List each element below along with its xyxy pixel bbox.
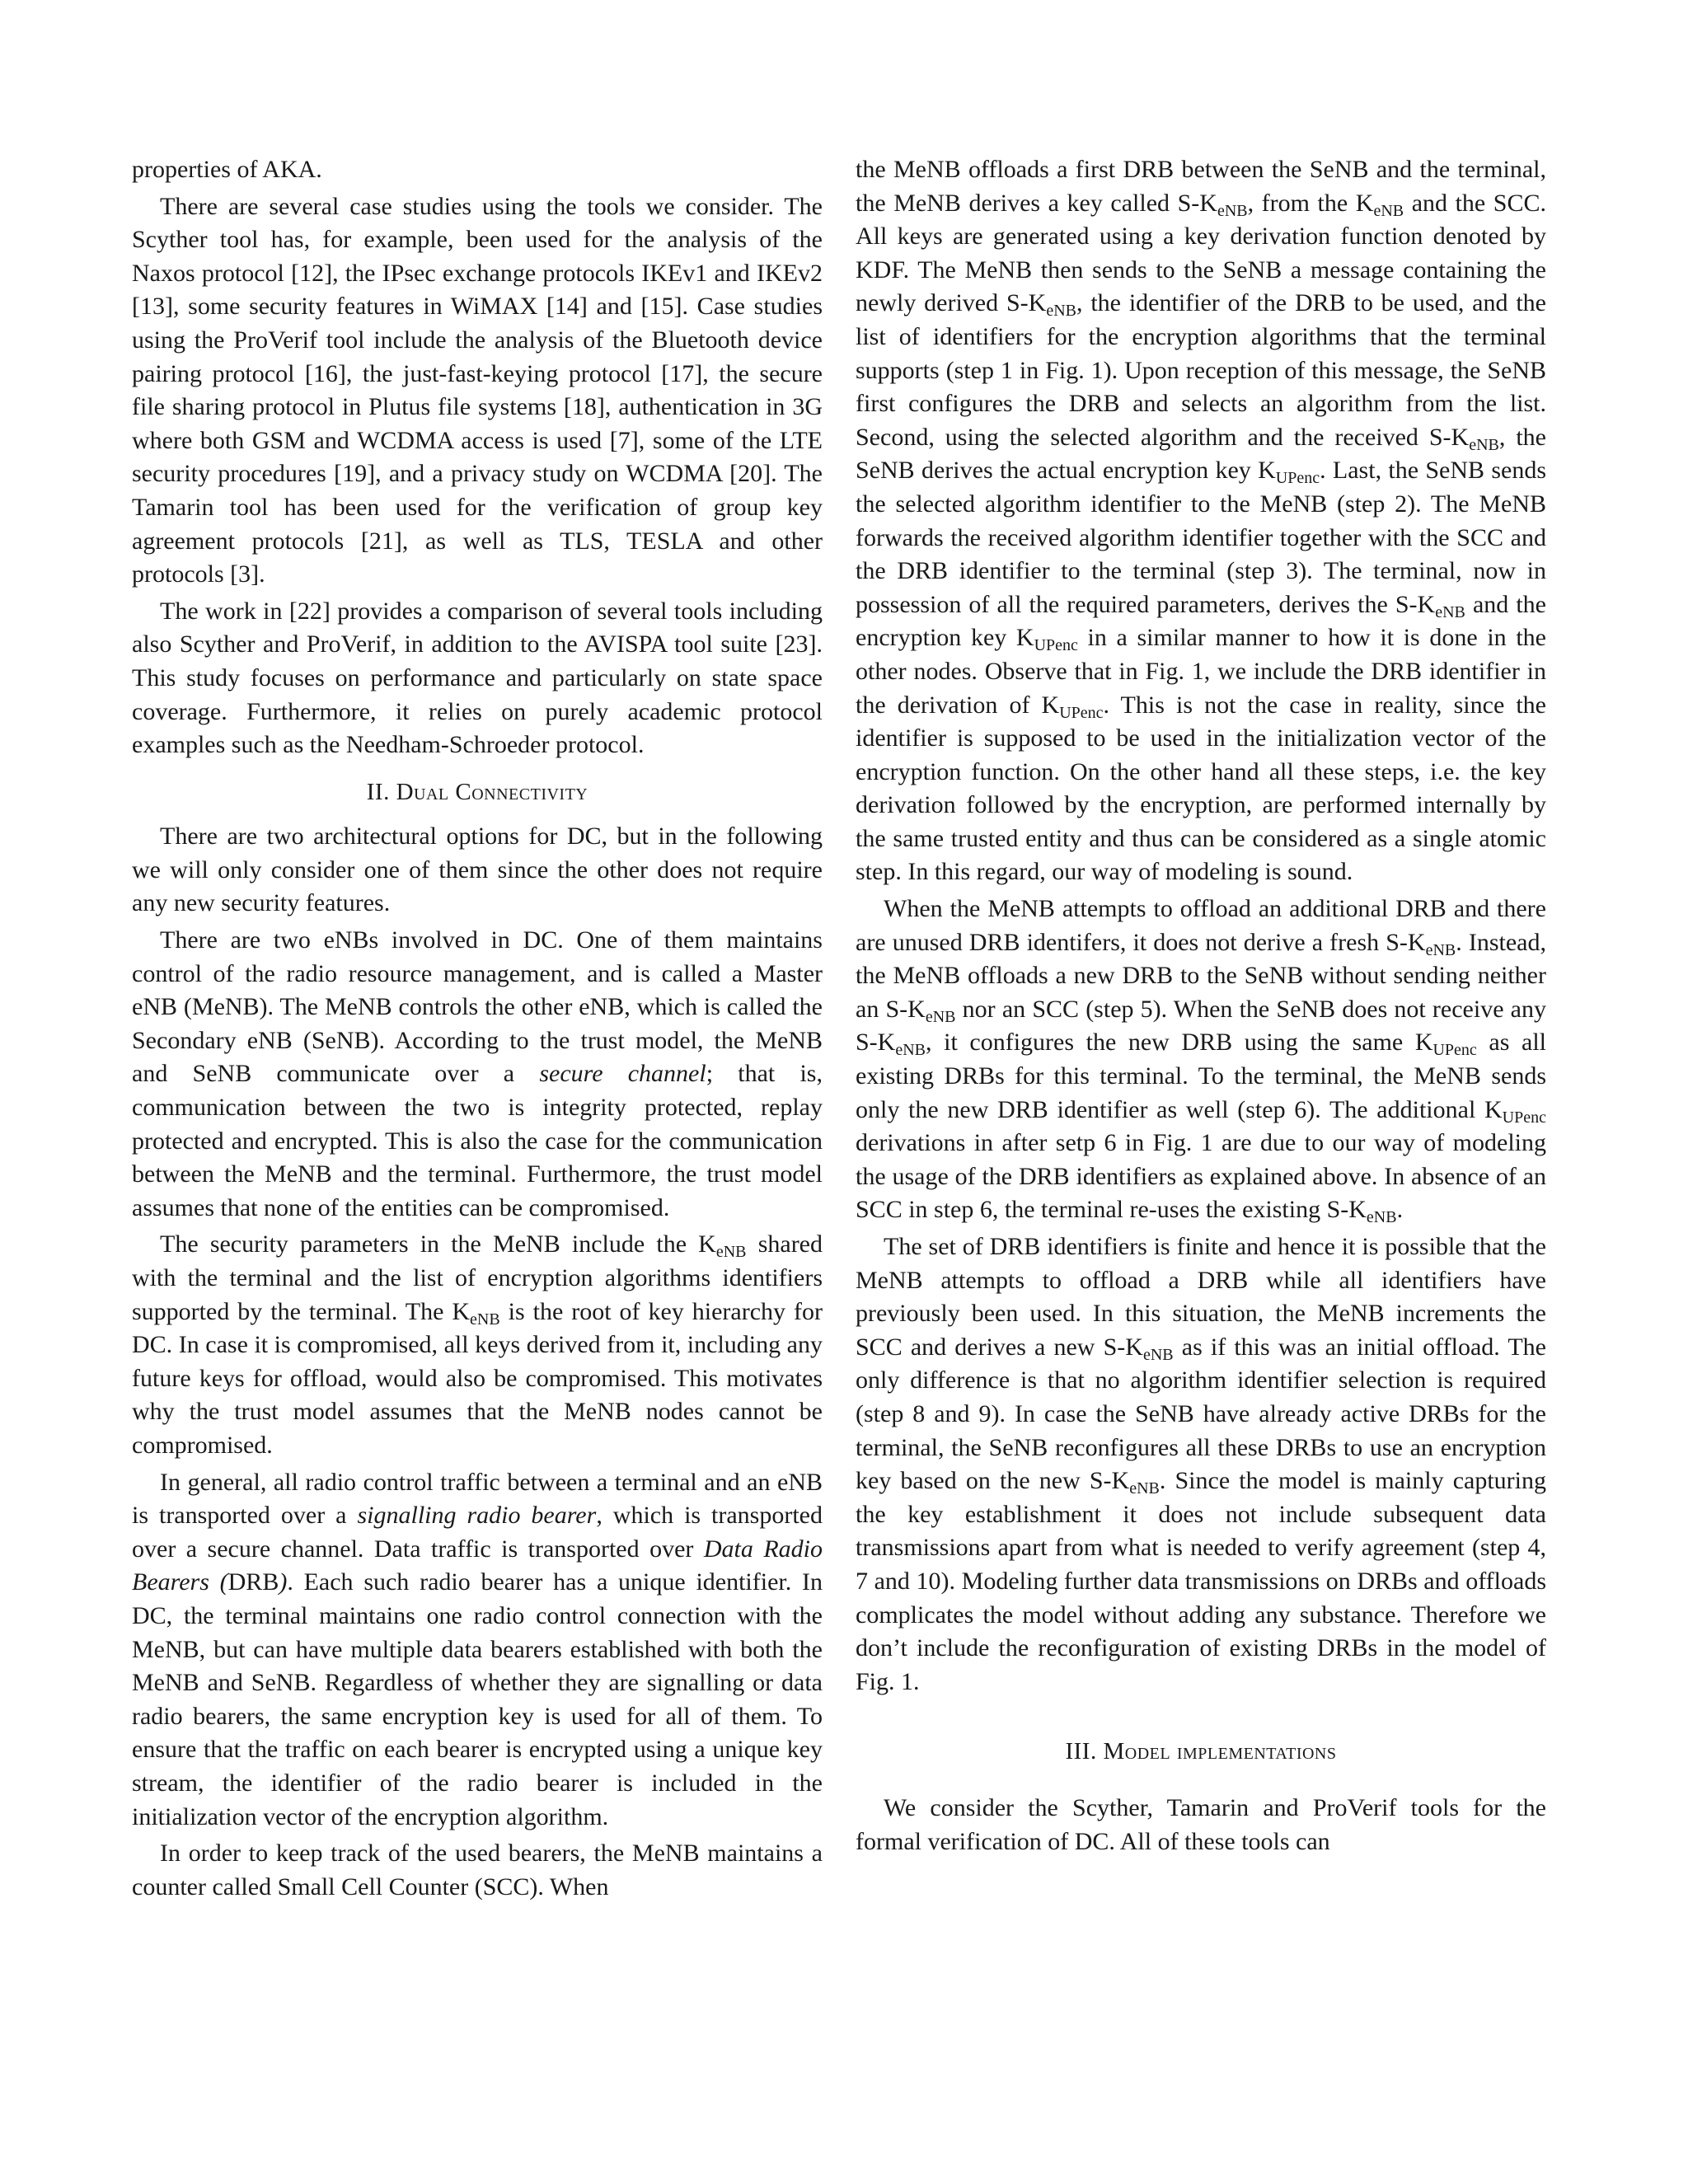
text-run: nor an SCC (step 5). When the SeNB does not receive any S-K	[856, 995, 1546, 1057]
paragraph	[856, 153, 1546, 889]
paragraph: There are several case studies using the tools we consider. The Scyther tool has, for example, been used for the analysis of the Naxos protocol [12], the IPsec exchange protocols IKEv1 and IKEv2 [13], some security features in WiMAX [14] and [15]. Case studies using the ProVerif tool include the analysis of the Bluetooth device pairing protocol [16], the just-fast-keying protocol [17], the secure file sharing protocol in Plutus file systems [18], authentication in 3G where both GSM and WCDMA access is used [7], some of the LTE security procedures [19], and a privacy study on WCDMA [20]. The Tamarin tool has been used for the verification of group key agreement protocols [21], as well as TLS, TESLA and other protocols [3].	[132, 192, 823, 588]
text-run: , the SeNB derives the actual encryption key K	[856, 423, 1546, 485]
text-run: DRB	[227, 1568, 279, 1596]
text-run: .	[1396, 1196, 1404, 1224]
text-run: . Since the model is mainly capturing the key establishment it does not include subsequent data transmissions apart from what is needed to verify agreement (step 4, 7 and 10). Modeling further data transmissions on DRBs and offloads complicates the model without adding any substance. Therefore we don’t include the reconfiguration of existing DRBs in the model of Fig. 1.	[856, 1467, 1546, 1695]
subscript: eNB	[925, 1007, 956, 1026]
section-title: Model implementations	[1103, 1738, 1337, 1765]
subscript: UPenc	[1432, 1041, 1477, 1060]
emphasis: Data Radio Bearers (	[132, 1535, 823, 1596]
paragraph	[132, 1228, 823, 1462]
subscript: eNB	[1373, 201, 1404, 220]
subscript: eNB	[1425, 940, 1456, 959]
paragraph	[856, 1230, 1546, 1699]
paragraph	[856, 893, 1546, 1227]
section-heading	[856, 1735, 1546, 1769]
text-run: and the encryption key K	[856, 590, 1547, 652]
text-run: the MeNB offloads a first DRB between the SeNB and the terminal, the MeNB derives a key called S-K	[856, 156, 1546, 217]
text-run: The set of DRB identifiers is finite and hence it is possible that the MeNB attempts to offload a DRB while all identifiers have previously been used. In this situation, the MeNB increments the SCC and derives a new S-K	[856, 1233, 1546, 1361]
text-run: . Instead, the MeNB offloads a new DRB to the SeNB without sending neither an S-K	[856, 928, 1546, 1023]
paragraph	[132, 1466, 823, 1835]
text-run: . This is not the case in reality, since the identifier is supposed to be used in the initialization vector of the encryption function. On the other hand all these steps, i.e. the key derivation followed by the encryption, are performed internally by the same trusted entity and thus can be considered as a single atomic step. In this regard, our way of modeling is sound.	[856, 691, 1546, 886]
text-run: as all existing DRBs for this terminal. To the terminal, the MeNB sends only the new DRB identifier as well (step 6). The additional K	[856, 1029, 1546, 1123]
subscript: eNB	[1129, 1479, 1160, 1498]
text-run: shared with the terminal and the list of encryption algorithms identifiers supported by the terminal. The K	[132, 1230, 823, 1325]
text-run: is the root of key hierarchy for DC. In case it is compromised, all keys derived from it, including any future keys for offload, would also be compromised. This motivates why the trust model assumes that the MeNB nodes cannot be compromised.	[132, 1297, 823, 1459]
emphasis: )	[279, 1568, 288, 1596]
text-run: , which is transported over a secure channel. Data traffic is transported over	[132, 1502, 823, 1563]
subscript: UPenc	[1059, 703, 1104, 722]
text-run: derivations in after setp 6 in Fig. 1 are due to our way of modeling the usage of the DRB identifiers as explained above. In absence of an SCC in step 6, the terminal re-uses the existing S-K	[856, 1129, 1546, 1224]
subscript: eNB	[895, 1041, 926, 1060]
text-run: ; that is, communication between the two is integrity protected, replay protected and encrypted. This is also the case for the communication between the MeNB and the terminal. Furthermore, the trust model assumes that none of the entities can be compromised.	[132, 1060, 823, 1221]
subscript: eNB	[1435, 602, 1465, 621]
subscript: eNB	[1046, 302, 1076, 321]
subscript: eNB	[1142, 1345, 1174, 1364]
left-column	[132, 153, 823, 1904]
text-run: The security parameters in the MeNB include the K	[160, 1230, 716, 1258]
text-run: When the MeNB attempts to offload an additional DRB and there are unused DRB identifers, it does not derive a fresh S-K	[856, 895, 1546, 956]
text-run: , it configures the new DRB using the same K	[926, 1029, 1433, 1057]
subscript: eNB	[1469, 435, 1499, 454]
subscript: UPenc	[1502, 1108, 1546, 1127]
section-number: III.	[1065, 1738, 1097, 1765]
section-number: II.	[366, 778, 390, 805]
emphasis: signalling radio bearer	[357, 1502, 597, 1530]
emphasis: secure channel	[539, 1060, 706, 1088]
subscript: eNB	[470, 1310, 500, 1329]
section-title: Dual Connectivity	[396, 778, 588, 805]
section-heading	[132, 776, 823, 809]
text-run: , from the K	[1247, 189, 1374, 217]
text-run: , the identifier of the DRB to be used, and the list of identifiers for the encryption algorithms that the terminal supports (step 1 in Fig. 1). Upon reception of this message, the SeNB first configures the DRB and selects an algorithm from the list. Second, using the selected algorithm and the received S-K	[856, 289, 1546, 451]
text-run: as if this was an initial offload. The only difference is that no algorithm identifier selection is required (step 8 and 9). In case the SeNB have already active DRBs for the terminal, the SeNB reconfigures all these DRBs to use an encryption key based on the new S-K	[856, 1333, 1546, 1495]
right-column	[856, 153, 1546, 1858]
paragraph: The work in [22] provides a comparison of several tools including also Scyther and ProVerif, in addition to the AVISPA tool suite [23]. This study focuses on performance and particularly on state space coverage. Furthermore, it relies on purely academic protocol examples such as the Needham-Schroeder protocol.	[132, 597, 823, 759]
subscript: eNB	[715, 1243, 747, 1262]
paragraph	[132, 924, 823, 1225]
text-run: There are two eNBs involved in DC. One of them maintains control of the radio resource management, and is called a Master eNB (MeNB). The MeNB controls the other eNB, which is called the Secondary eNB (SeNB). According to the trust model, the MeNB and SeNB communicate over a	[132, 926, 823, 1088]
subscript: eNB	[1366, 1208, 1397, 1227]
text-run: in a similar manner to how it is done in the other nodes. Observe that in Fig. 1, we include the DRB identifier in the derivation of K	[856, 624, 1546, 719]
paragraph: properties of AKA.	[132, 156, 322, 183]
subscript: UPenc	[1034, 636, 1078, 655]
subscript: eNB	[1217, 201, 1248, 220]
text-run: . Each such radio bearer has a unique identifier. In DC, the terminal maintains one radio control connection with the MeNB, but can have multiple data bearers established with both the MeNB and SeNB. Regardless of whether they are signalling or data radio bearers, the same encryption key is used for all of them. To ensure that the traffic on each bearer is encrypted using a unique key stream, the identifier of the radio bearer is included in the initialization vector of the encryption algorithm.	[132, 1568, 823, 1830]
text-run: . Last, the SeNB sends the selected algorithm identifier to the MeNB (step 2). The MeNB forwards the received algorithm identifier together with the SCC and the DRB identifier to the terminal (step 3). The terminal, now in possession of all the required parameters, derives the S-K	[856, 457, 1547, 618]
paragraph: We consider the Scyther, Tamarin and ProVerif tools for the formal verification of DC. All of these tools can	[856, 1793, 1546, 1855]
paragraph: There are two architectural options for DC, but in the following we will only consider one of them since the other does not require any new security features.	[132, 823, 823, 917]
text-run: and the SCC. All keys are generated using a key derivation function denoted by KDF. The MeNB then sends to the SeNB a message containing the newly derived S-K	[856, 189, 1546, 317]
paragraph: In order to keep track of the used bearers, the MeNB maintains a counter called Small Cell Counter (SCC). When	[132, 1840, 823, 1900]
subscript: UPenc	[1275, 469, 1320, 488]
text-run: In general, all radio control traffic between a terminal and an eNB is transported over a	[132, 1468, 823, 1530]
